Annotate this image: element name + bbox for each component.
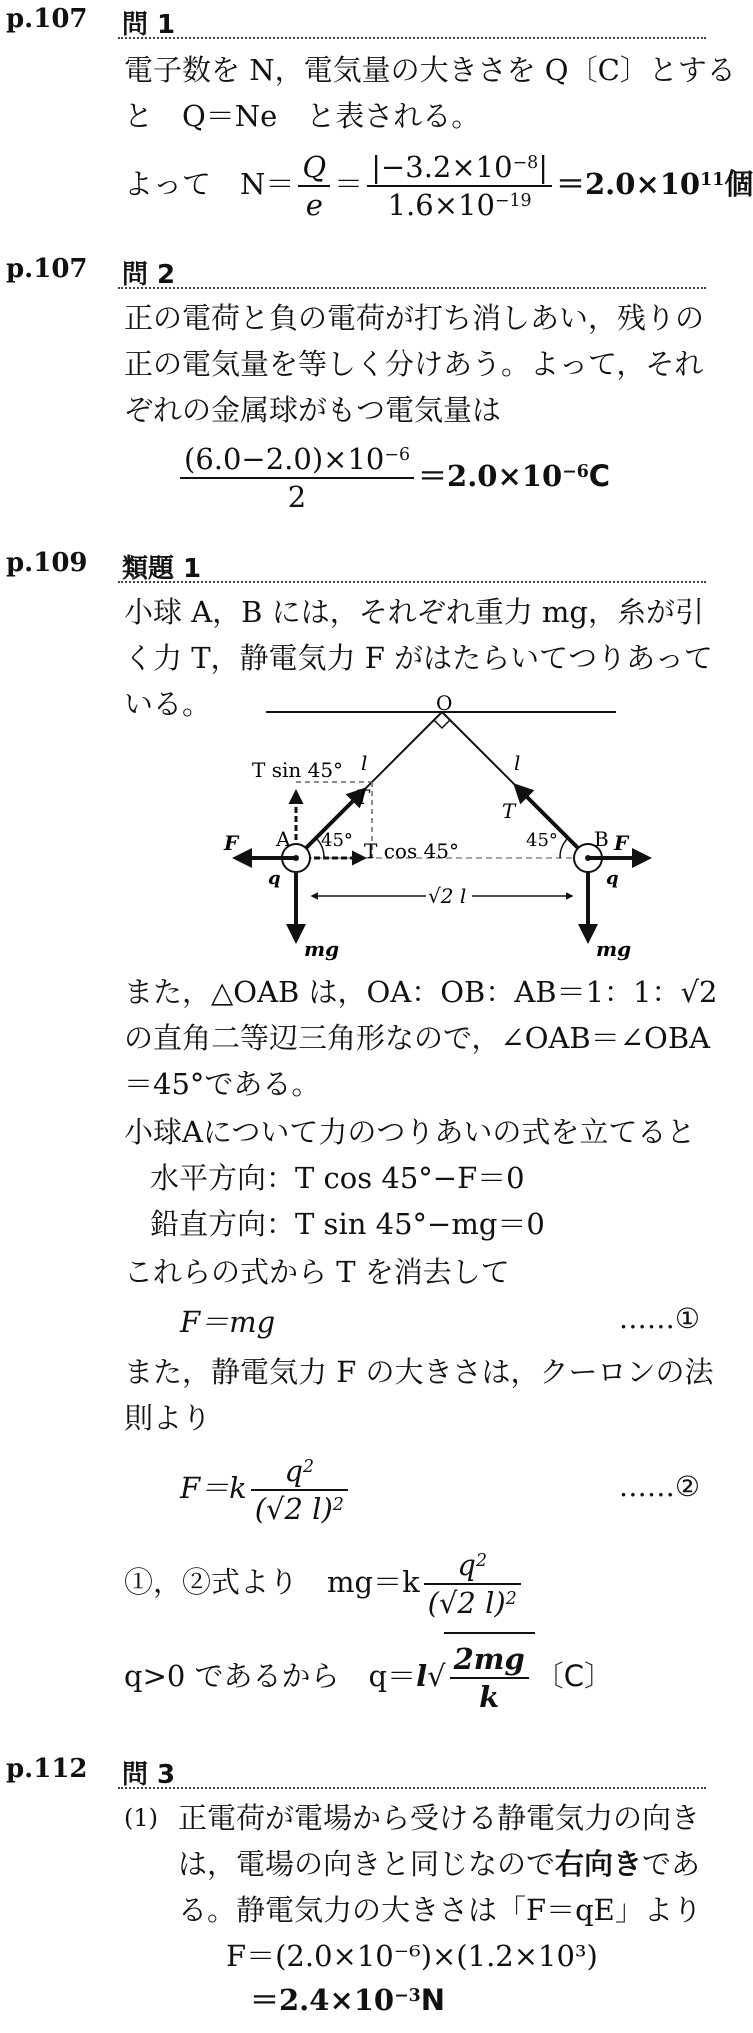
text-line: 小球Aについて力のつりあいの式を立てると — [124, 1115, 696, 1149]
page-ref: p.107 — [6, 254, 88, 284]
num-text: q — [284, 1454, 304, 1488]
numerator — [180, 441, 414, 479]
label-tcos: T cos 45° — [364, 839, 460, 863]
equation-1: F＝mg — [180, 1305, 276, 1339]
dotted-divider — [118, 37, 706, 39]
fraction — [367, 149, 552, 223]
question-title: 問 3 — [122, 1760, 176, 1790]
denominator: k — [479, 1680, 500, 1714]
equation-line: F＝(2.0×10⁻⁶)×(1.2×10³) — [226, 1939, 598, 1973]
label-A: A — [276, 827, 291, 851]
unit: 個 — [724, 167, 753, 201]
text: であ — [642, 1847, 701, 1881]
fraction — [450, 1641, 529, 1715]
result-text: ＝2.0×10 — [556, 167, 701, 201]
denominator: e — [305, 188, 323, 222]
result-text: ＝2.0×10 — [418, 459, 563, 493]
section-header-4 — [0, 1750, 720, 1790]
fraction — [424, 1547, 521, 1621]
label-T-left: T — [356, 785, 370, 809]
label-B: B — [594, 827, 609, 851]
unit: C — [588, 459, 611, 493]
equation-line — [124, 142, 753, 226]
label-angle-a: 45° — [321, 830, 353, 851]
result-text: ＝2.4×10 — [250, 1983, 395, 2017]
section-header-2 — [0, 250, 720, 290]
numerator — [251, 1453, 348, 1491]
equation-line — [176, 434, 610, 518]
result — [556, 167, 724, 201]
label-T-right: T — [502, 799, 516, 823]
label-F-right: F — [614, 831, 629, 855]
exponent: 2 — [303, 1457, 315, 1477]
dotted-divider — [118, 287, 706, 289]
exponent: −19 — [494, 191, 532, 211]
angle-arc-b — [560, 838, 568, 858]
text-line: 正の電荷と負の電荷が打ち消しあい，残りの — [124, 301, 705, 335]
numerator — [367, 149, 552, 187]
exponent: −6 — [562, 462, 589, 482]
section-header-1 — [0, 0, 720, 40]
denominator: 2 — [287, 480, 307, 514]
den-text: 1.6×10 — [387, 188, 495, 222]
text-line: 水平方向：T cos 45°−F＝0 — [150, 1161, 525, 1195]
text-line: る。静電気力の大きさは「F＝qE」より — [178, 1893, 702, 1927]
denominator — [251, 1491, 348, 1527]
eq-prefix: よって N＝ — [124, 167, 295, 201]
text-line: 則より — [124, 1401, 212, 1435]
exponent: −6 — [384, 445, 411, 465]
question-title: 問 2 — [122, 260, 176, 290]
label-distance: √2 l — [428, 884, 467, 908]
label-l-right: l — [514, 751, 521, 775]
label-tsin: T sin 45° — [252, 758, 344, 782]
unit: N — [420, 1983, 446, 2017]
den-text: (√2 l) — [254, 1492, 333, 1526]
text-line: く力 T，静電気力 F がはたらいてつりあって — [124, 641, 713, 675]
exponent: 2 — [475, 1551, 488, 1571]
label-l-left: l — [361, 751, 368, 775]
label-mg-left: mg — [304, 937, 340, 961]
text-line: 小球 A，B には，それぞれ重力 mg，糸が引 — [124, 595, 704, 629]
sqrt-body — [444, 1632, 535, 1718]
text-line: ぞれの金属球がもつ電気量は — [124, 393, 502, 427]
text-line: 正電荷が電場から受ける静電気力の向き — [178, 1801, 701, 1835]
equals: ＝ — [334, 167, 364, 201]
force-diagram — [196, 691, 636, 965]
exponent: 2 — [332, 1495, 344, 1515]
text-line: と Q＝Ne と表される。 — [124, 99, 481, 133]
right-angle-mark — [434, 720, 450, 728]
text-line: 電子数を N，電気量の大きさを Q〔C〕とする — [124, 53, 736, 87]
text-line: また，静電気力 F の大きさは，クーロンの法 — [124, 1355, 714, 1389]
fraction — [298, 149, 330, 223]
label-O: O — [436, 691, 453, 715]
numerator — [424, 1547, 521, 1585]
result-line — [250, 1978, 445, 2022]
num-text: q — [457, 1548, 476, 1582]
sqrt-symbol: √ — [427, 1659, 446, 1693]
exponent: 2 — [505, 1589, 517, 1609]
den-text: (√2 l) — [427, 1586, 506, 1620]
eq-prefix: ①，②式より mg＝k — [124, 1565, 420, 1599]
exponent: −3 — [394, 1986, 421, 2006]
text-line: ＝45°である。 — [124, 1067, 321, 1101]
label-q-left: q — [268, 868, 281, 889]
denominator — [424, 1585, 521, 1621]
equation-3 — [124, 1540, 525, 1624]
exponent: −8 — [512, 153, 539, 173]
text-line: いる。 — [124, 687, 212, 721]
page-ref: p.109 — [6, 548, 88, 578]
denominator — [367, 187, 552, 223]
label-angle-b: 45° — [526, 830, 558, 851]
text-line: これらの式から T を消去して — [124, 1255, 510, 1289]
label-q-right: q — [606, 868, 619, 889]
eq-prefix: q>0 であるから q＝ — [124, 1659, 417, 1693]
numerator: 2mg — [450, 1641, 529, 1679]
equation-4 — [124, 1632, 613, 1716]
equation-2 — [180, 1446, 352, 1530]
length-symbol: l — [416, 1659, 428, 1693]
unit: 〔C〕 — [534, 1659, 614, 1693]
abs-bar: | — [538, 150, 548, 184]
exponent: 11 — [700, 170, 725, 190]
emphasis: 右向き — [555, 1847, 643, 1881]
label-F-left: F — [224, 831, 239, 855]
dotted-divider — [118, 581, 706, 583]
num-text: |−3.2×10 — [371, 150, 513, 184]
text-line: 正の電気量を等しく分けあう。よって，それ — [124, 347, 704, 381]
text: は，電場の向きと同じなので — [178, 1847, 556, 1881]
eq-prefix: F＝k — [180, 1471, 247, 1505]
text-line: また，△OAB は，OA：OB：AB＝1：1：√2 — [124, 975, 718, 1009]
page-ref: p.107 — [6, 4, 88, 34]
page-ref: p.112 — [6, 1754, 88, 1784]
text-line: 鉛直方向：T sin 45°−mg＝0 — [150, 1207, 545, 1241]
label-mg-right: mg — [596, 937, 632, 961]
fraction — [251, 1453, 348, 1527]
item-number: (1) — [124, 1804, 158, 1832]
dotted-divider — [118, 1787, 706, 1789]
num-text: (6.0−2.0)×10 — [184, 442, 385, 476]
result — [418, 459, 589, 493]
fraction — [180, 441, 414, 515]
text-line — [178, 1842, 700, 1886]
question-title: 類題 1 — [122, 554, 202, 584]
text-line: の直角二等辺三角形なので，∠OAB＝∠OBA — [124, 1021, 711, 1055]
equation-ref-1: ……① — [618, 1302, 700, 1335]
numerator: Q — [298, 149, 330, 187]
section-header-3 — [0, 544, 720, 584]
question-title: 問 1 — [122, 10, 176, 40]
equation-ref-2: ……② — [618, 1470, 700, 1503]
